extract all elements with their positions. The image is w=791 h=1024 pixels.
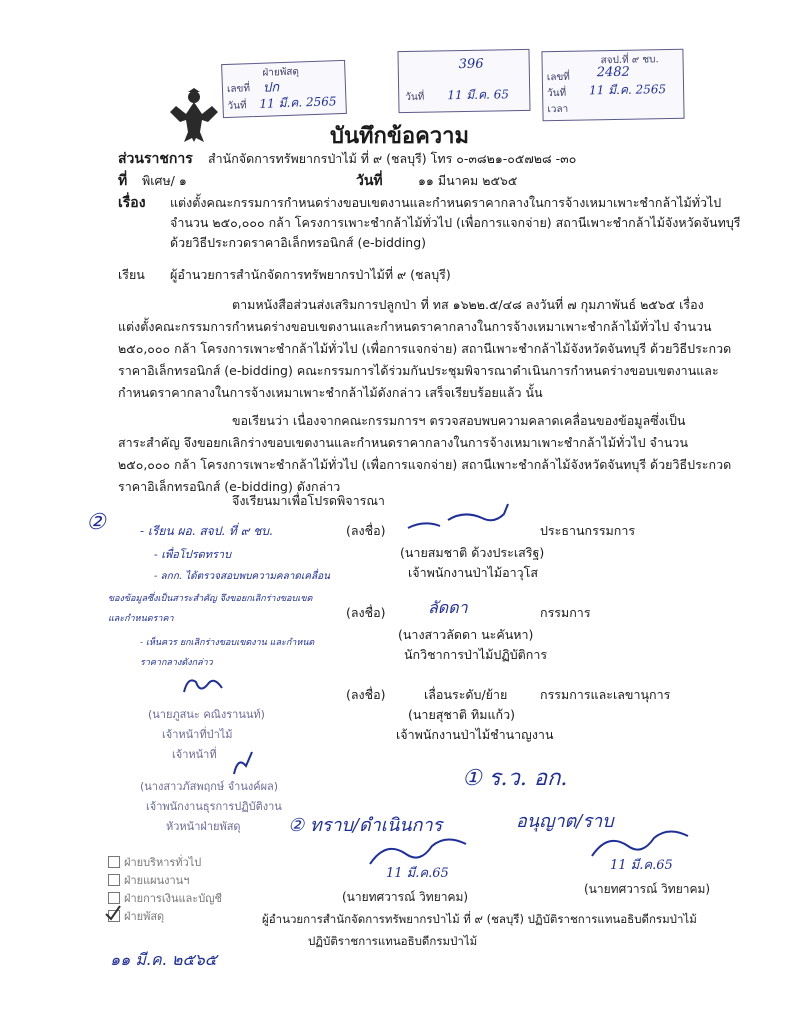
date-label: วันที่ [356,173,383,189]
handnote-line-4: ของข้อมูลซึ่งเป็นสาระสำคัญ จึงขอยกเลิกร่างขอบเขต [108,594,313,604]
staff1-signature [178,672,228,700]
handnote-line-5: และกำหนดราคา [108,614,174,624]
staff2-name: (นางสาวภัสพฤกษ์ จำนงค์ผล) [140,780,279,793]
stamp-right-date-label: วันที่ [547,87,567,100]
checkbox-finance[interactable] [108,892,120,904]
checkbox-admin-label: ฝ่ายบริหารทั่วไป [124,856,202,869]
staff1-name: (นายภูสนะ คณิงรานนท์) [148,708,265,721]
sign-date-right: 11 มี.ค.65 [610,858,673,873]
signer1-role: ประธานกรรมการ [540,523,636,538]
agency-label: ส่วนราชการ [118,151,193,167]
signer3-note: เลื่อนระดับ/ย้าย [424,687,508,702]
subject-line-1: แต่งตั้งคณะกรรมการกำหนดร่างขอบเขตงานและกำหนดราคากลางในการจ้างเหมาเพาะชำกล้าไม้ทั่วไป [170,195,722,210]
signer3-role: กรรมการและเลขานุการ [540,687,671,702]
para1-line-2: แต่งตั้งคณะกรรมการกำหนดร่างขอบเขตงานและกำหนดราคากลางในการจ้างเหมาเพาะชำกล้าไม้ทั่วไป จำนวน [118,319,712,334]
handnote-circle-right: ① ร.ว. อก. [462,766,568,791]
ref-value: พิเศษ/ ๑ [142,173,187,188]
page-title: บันทึกข้อความ [330,124,470,149]
signer3-position: เจ้าพนักงานป่าไม้ชำนาญงาน [396,727,554,742]
checkbox-planning[interactable] [108,874,120,886]
para1-line-5: กำหนดราคากลางในการจ้างเหมาเพาะชำกล้าไม้ดังกล่าว เสร็จเรียบร้อยแล้ว นั้น [118,385,543,400]
stamp-middle-date-label: วันที่ [405,91,425,104]
checkbox-planning-label: ฝ่ายแผนงานฯ [124,874,190,887]
staff2-position: เจ้าพนักงานธุรการปฏิบัติงาน [146,800,282,813]
receive-stamp-left [221,60,347,118]
signer2-position: นักวิชาการป่าไม้ปฏิบัติการ [404,647,548,662]
subject-label: เรื่อง [118,195,146,211]
signer1-sign-label: (ลงชื่อ) [346,523,386,538]
receive-stamp-right [541,49,684,121]
approve-left-text: ② ทราบ/ดำเนินการ [288,815,443,836]
director-title-line-1: ผู้อำนวยการสำนักจัดการทรัพยากรป่าไม้ ที่ ๙ (ชลบุรี) ปฏิบัติราชการแทนอธิบดีกรมป่าไม้ [262,912,697,926]
stamp-right-time-label: เวลา [547,103,569,116]
signer3-sign-label: (ลงชื่อ) [346,687,386,702]
stamp-right-no-label: เลขที่ [546,71,570,84]
handnote-line-2: - เพื่อโปรดทราบ [154,548,232,561]
para2-line-1: ขอเรียนว่า เนื่องจากคณะกรรมการฯ ตรวจสอบพบความคลาดเคลื่อนของข้อมูลซึ่งเป็น [232,413,686,428]
signer2-signature: ลัดดา [428,598,468,617]
checkbox-finance-label: ฝ่ายการเงินและบัญชี [124,892,223,905]
para2-line-3: ๒๕๐,๐๐๐ กล้า โครงการเพาะชำกล้าไม้ทั่วไป (เพื่อการแจกจ่าย) สถานีเพาะชำกล้าไม้จังหวัดจันทบุรี ด้วยวิธีประกวด [118,457,732,472]
signer3-name: (นายสุชาติ ทิมแก้ว) [408,707,515,722]
signer1-name: (นายสมชาติ ด้วงประเสริฐ) [400,545,545,560]
to-value: ผู้อำนวยการสำนักจัดการทรัพยากรป่าไม้ที่ ๙ (ชลบุรี) [170,267,451,282]
director-right-name: (นายทศวารณ์ วิทยาคม) [584,882,711,896]
director-left-name: (นายทศวารณ์ วิทยาคม) [342,890,469,904]
sign-date-left: 11 มี.ค.65 [386,866,449,881]
stamp-left-title: ฝ่ายพัสดุ [262,66,300,79]
director-title-line-2: ปฏิบัติราชการแทนอธิบดีกรมป่าไม้ [308,934,478,948]
to-label: เรียน [118,267,145,282]
stamp-right-title: สจป.ที่ ๙ ชบ. [600,54,659,67]
staff2-signature [224,748,264,778]
stamp-right-date-value: 11 มี.ค. 2565 [588,82,667,98]
handnote-line-3: - ลกก. ได้ตรวจสอบพบความคลาดเคลื่อน [154,571,330,582]
para1-line-1: ตามหนังสือส่วนส่งเสริมการปลูกป่า ที่ ทส ๑๖๒๒.๕/๔๘ ลงวันที่ ๗ กุมภาพันธ์ ๒๕๖๕ เรื่อง [232,297,704,312]
stamp-left-no-value: ปก [262,80,280,96]
ref-label: ที่ [118,173,128,189]
agency-value: สำนักจัดการทรัพยากรป่าไม้ ที่ ๙ (ชลบุรี) โทร ๐-๓๘๒๑-๐๕๗๒๘ -๓๐ [208,151,577,166]
stamp-right-no-value: 2482 [596,64,631,81]
checkbox-admin[interactable] [108,856,120,868]
footer-date: ๑๑ มี.ค. ๒๕๖๕ [110,950,217,969]
receive-stamp-middle [397,49,530,113]
subject-line-3: ด้วยวิธีประกวดราคาอิเล็กทรอนิกส์ (e-bidding) [170,235,427,250]
stamp-left-date-label: วันที่ [227,100,247,112]
stamp-middle-no-value: 396 [458,56,484,73]
signer1-position: เจ้าพนักงานป่าไม้อาวุโส [408,565,539,580]
signer2-name: (นางสาวลัดดา นะคันหา) [398,627,534,642]
date-value: ๑๑ มีนาคม ๒๕๖๕ [418,173,518,188]
staff1-sub: เจ้าหน้าที่ [172,748,217,761]
signer2-sign-label: (ลงชื่อ) [346,605,386,620]
garuda-emblem-icon [168,88,220,144]
subject-line-2: จำนวน ๒๕๐,๐๐๐ กล้า โครงการเพาะชำกล้าไม้ทั่วไป (เพื่อการแจกจ่าย) สถานีเพาะชำกล้าไม้จังหวัดจันทบุรี [170,215,741,230]
closing-text: จึงเรียนมาเพื่อโปรดพิจารณา [232,493,385,508]
para2-line-4: ราคาอิเล็กทรอนิกส์ (e-bidding) ดังกล่าว [118,479,341,494]
handnote-line-6: - เห็นควร ยกเลิกร่างขอบเขตงาน และกำหนด [140,638,315,648]
stamp-left-no-label: เลขที่ [226,83,251,95]
staff1-position: เจ้าหน้าที่ป่าไม้ [162,728,233,741]
staff2-sub: หัวหน้าฝ่ายพัสดุ [166,820,241,833]
signer1-signature [404,500,524,536]
handnote-circle-2: ② [86,510,106,535]
check-mark-icon [104,904,122,922]
approve-right-text: อนุญาต/ราบ [516,811,614,832]
para2-line-2: สาระสำคัญ จึงขอยกเลิกร่างขอบเขตงานและกำหนดราคากลางในการจ้างเหมาเพาะชำกล้าไม้ทั่วไป จำนวน [118,435,688,450]
stamp-left-date-value: 11 มี.ค. 2565 [259,94,337,111]
para1-line-4: ราคาอิเล็กทรอนิกส์ (e-bidding) คณะกรรมการได้ร่วมกันประชุมพิจารณาดำเนินการกำหนดร่างขอบเขตงานและ [118,363,719,378]
stamp-middle-date-value: 11 มี.ค. 65 [447,87,510,103]
signer2-role: กรรมการ [540,605,591,620]
checkbox-procurement-label: ฝ่ายพัสดุ [124,910,165,923]
handnote-line-7: ราคากลางดังกล่าว [140,658,213,668]
handnote-line-1: - เรียน ผอ. สจป. ที่ ๙ ชบ. [140,524,273,538]
para1-line-3: ๒๕๐,๐๐๐ กล้า โครงการเพาะชำกล้าไม้ทั่วไป (เพื่อการแจกจ่าย) สถานีเพาะชำกล้าไม้จังหวัดจันทบุรี ด้วยวิธีประกวด [118,341,732,356]
